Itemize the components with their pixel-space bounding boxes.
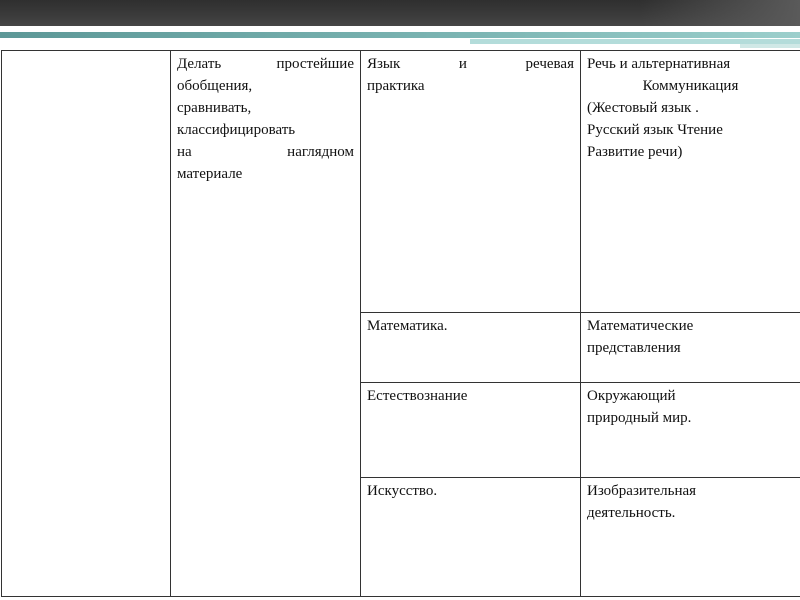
area-line: Язык и речевая — [367, 56, 574, 72]
subject-line: природный мир. — [587, 410, 692, 426]
curriculum-table — [1, 50, 800, 597]
area-line: Естествознание — [367, 388, 468, 404]
area-cell — [361, 313, 581, 383]
goal-line: материале — [177, 166, 243, 182]
goal-line: сравнивать, — [177, 100, 252, 116]
header-glow — [640, 0, 800, 26]
slide-header-band — [0, 0, 800, 26]
subject-line: Окружающий — [587, 388, 676, 404]
goal-cell — [171, 51, 361, 597]
slide-accent-stripe — [0, 26, 800, 50]
subject-line: Изобразительная — [587, 483, 697, 499]
subject-cell — [581, 313, 800, 383]
subject-cell — [581, 478, 800, 597]
subject-line: представления — [587, 340, 681, 356]
subject-line: Коммуникация — [642, 78, 739, 94]
subject-line: Математические — [587, 318, 694, 334]
goal-line: обобщения, — [177, 78, 253, 94]
area-cell — [361, 383, 581, 478]
subject-line: Русский язык Чтение — [587, 122, 723, 138]
subject-cell — [581, 51, 800, 313]
accent-line-1 — [0, 32, 800, 38]
table-row — [2, 51, 800, 313]
subject-line: Развитие речи) — [587, 144, 683, 160]
area-line: практика — [367, 78, 425, 94]
goal-line: Делать простейшие — [177, 56, 354, 72]
area-line: Искусство. — [367, 483, 438, 499]
subject-line: Речь и альтернативная — [587, 56, 731, 72]
empty-cell — [2, 51, 171, 597]
area-cell — [361, 51, 581, 313]
area-line: Математика. — [367, 318, 448, 334]
goal-line: классифицировать — [177, 122, 296, 138]
subject-line: деятельность. — [587, 505, 676, 521]
goal-line: на наглядном — [177, 144, 354, 160]
subject-cell — [581, 383, 800, 478]
accent-line-3 — [740, 44, 800, 48]
area-cell — [361, 478, 581, 597]
subject-line: (Жестовый язык . — [587, 100, 699, 116]
